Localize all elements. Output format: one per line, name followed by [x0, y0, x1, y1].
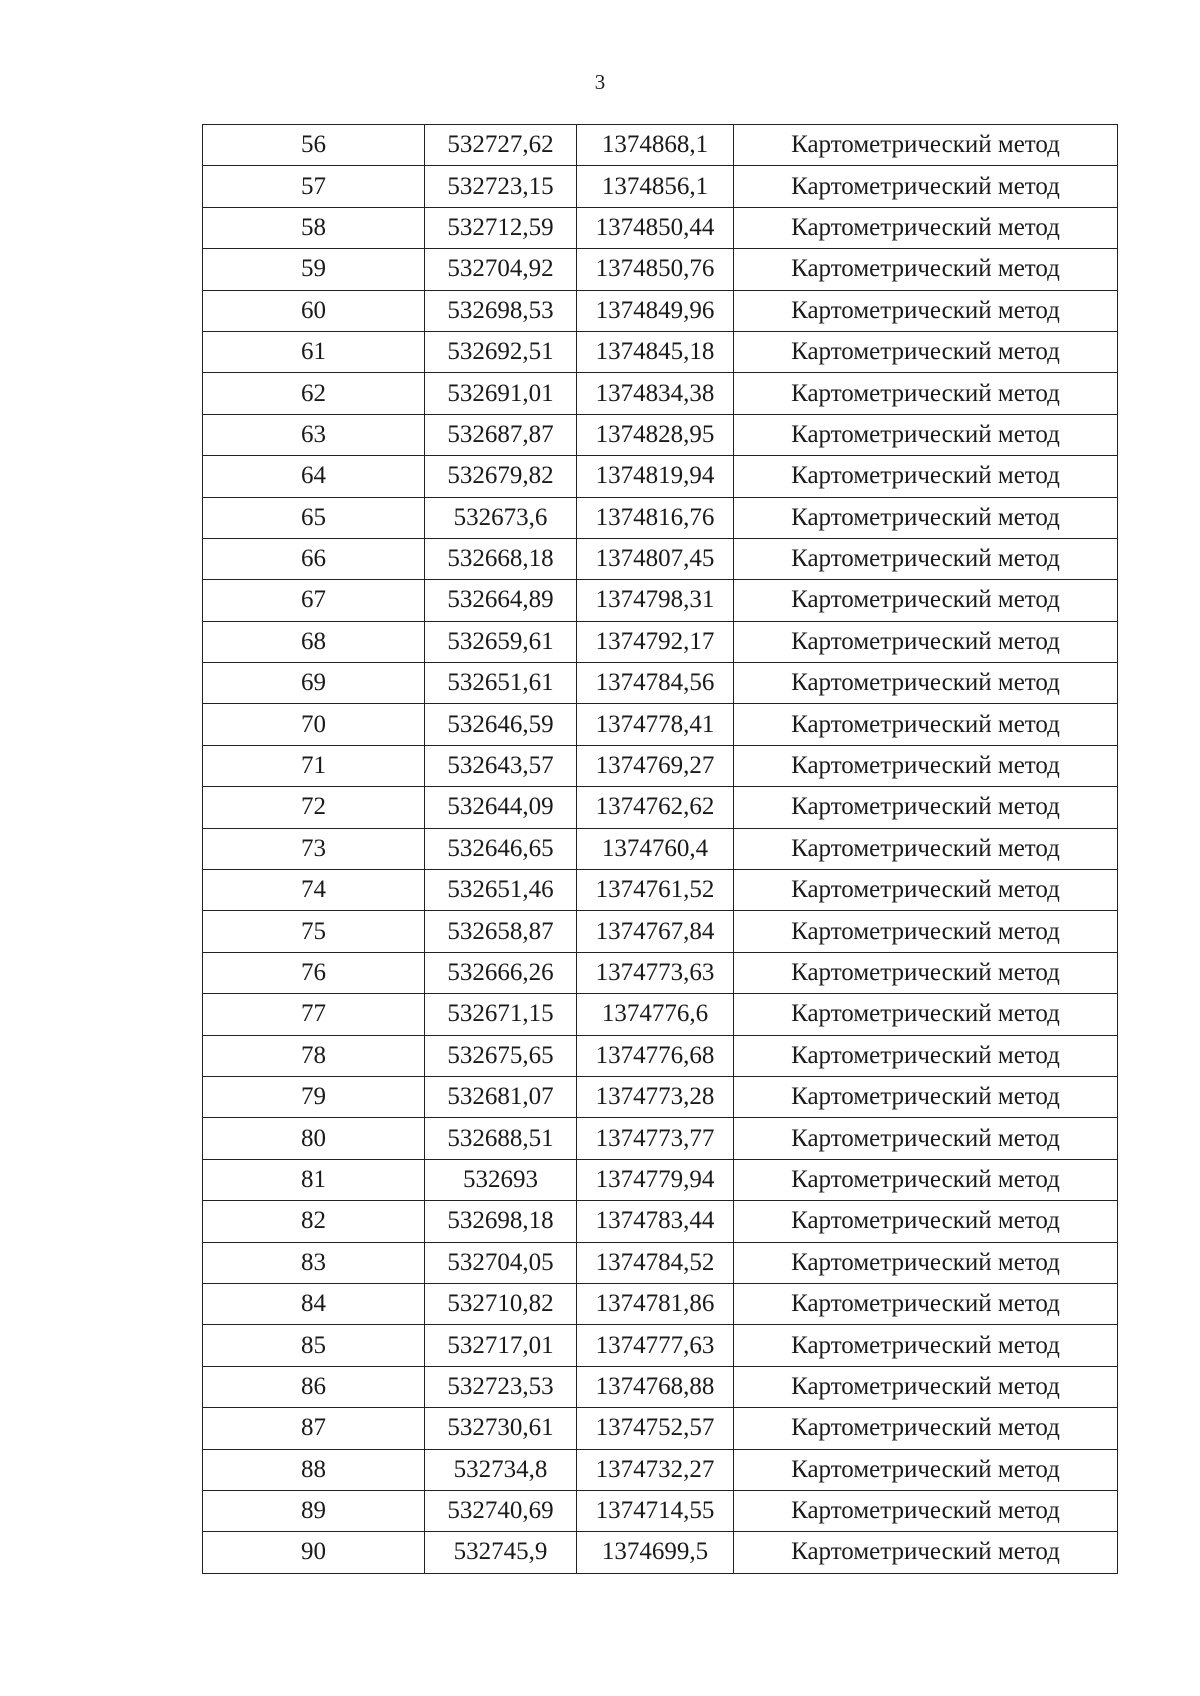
- y-coordinate-cell: 1374732,27: [577, 1449, 734, 1490]
- table-row: [203, 1035, 1118, 1076]
- x-coordinate-cell: 532712,59: [425, 207, 577, 248]
- x-coordinate-cell: 532698,53: [425, 290, 577, 331]
- x-coordinate-cell: 532644,09: [425, 787, 577, 828]
- point-number-cell: 80: [203, 1118, 425, 1159]
- method-cell: Картометрический метод: [734, 290, 1118, 331]
- point-number-cell: 59: [203, 249, 425, 290]
- y-coordinate-cell: 1374776,68: [577, 1035, 734, 1076]
- point-number-cell: 64: [203, 456, 425, 497]
- x-coordinate-cell: 532643,57: [425, 745, 577, 786]
- point-number-cell: 69: [203, 663, 425, 704]
- table-row: [203, 1366, 1118, 1407]
- table-row: [203, 1242, 1118, 1283]
- x-coordinate-cell: 532710,82: [425, 1283, 577, 1324]
- x-coordinate-cell: 532727,62: [425, 125, 577, 166]
- method-cell: Картометрический метод: [734, 1325, 1118, 1366]
- table-row: [203, 704, 1118, 745]
- point-number-cell: 72: [203, 787, 425, 828]
- method-cell: Картометрический метод: [734, 1283, 1118, 1324]
- table-row: [203, 1076, 1118, 1117]
- method-cell: Картометрический метод: [734, 207, 1118, 248]
- table-row: [203, 1159, 1118, 1200]
- x-coordinate-cell: 532671,15: [425, 994, 577, 1035]
- point-number-cell: 66: [203, 538, 425, 579]
- method-cell: Картометрический метод: [734, 125, 1118, 166]
- point-number-cell: 90: [203, 1532, 425, 1573]
- point-number-cell: 74: [203, 870, 425, 911]
- x-coordinate-cell: 532730,61: [425, 1408, 577, 1449]
- point-number-cell: 61: [203, 331, 425, 372]
- y-coordinate-cell: 1374779,94: [577, 1159, 734, 1200]
- x-coordinate-cell: 532668,18: [425, 538, 577, 579]
- point-number-cell: 85: [203, 1325, 425, 1366]
- point-number-cell: 68: [203, 621, 425, 662]
- table-row: [203, 1532, 1118, 1573]
- point-number-cell: 79: [203, 1076, 425, 1117]
- point-number-cell: 57: [203, 166, 425, 207]
- y-coordinate-cell: 1374761,52: [577, 870, 734, 911]
- x-coordinate-cell: 532651,61: [425, 663, 577, 704]
- table-row: [203, 911, 1118, 952]
- method-cell: Картометрический метод: [734, 1118, 1118, 1159]
- table-row: [203, 745, 1118, 786]
- x-coordinate-cell: 532664,89: [425, 580, 577, 621]
- y-coordinate-cell: 1374850,44: [577, 207, 734, 248]
- method-cell: Картометрический метод: [734, 1408, 1118, 1449]
- table-row: [203, 373, 1118, 414]
- y-coordinate-cell: 1374762,62: [577, 787, 734, 828]
- coordinates-table: [202, 124, 1118, 1574]
- x-coordinate-cell: 532651,46: [425, 870, 577, 911]
- point-number-cell: 78: [203, 1035, 425, 1076]
- point-number-cell: 63: [203, 414, 425, 455]
- y-coordinate-cell: 1374760,4: [577, 828, 734, 869]
- x-coordinate-cell: 532698,18: [425, 1201, 577, 1242]
- table-row: [203, 166, 1118, 207]
- method-cell: Картометрический метод: [734, 911, 1118, 952]
- table-row: [203, 994, 1118, 1035]
- method-cell: Картометрический метод: [734, 787, 1118, 828]
- x-coordinate-cell: 532692,51: [425, 331, 577, 372]
- y-coordinate-cell: 1374699,5: [577, 1532, 734, 1573]
- method-cell: Картометрический метод: [734, 1201, 1118, 1242]
- x-coordinate-cell: 532646,65: [425, 828, 577, 869]
- y-coordinate-cell: 1374783,44: [577, 1201, 734, 1242]
- method-cell: Картометрический метод: [734, 621, 1118, 662]
- point-number-cell: 60: [203, 290, 425, 331]
- point-number-cell: 81: [203, 1159, 425, 1200]
- table-row: [203, 414, 1118, 455]
- y-coordinate-cell: 1374784,52: [577, 1242, 734, 1283]
- x-coordinate-cell: 532717,01: [425, 1325, 577, 1366]
- x-coordinate-cell: 532675,65: [425, 1035, 577, 1076]
- x-coordinate-cell: 532691,01: [425, 373, 577, 414]
- x-coordinate-cell: 532658,87: [425, 911, 577, 952]
- x-coordinate-cell: 532646,59: [425, 704, 577, 745]
- point-number-cell: 65: [203, 497, 425, 538]
- method-cell: Картометрический метод: [734, 166, 1118, 207]
- y-coordinate-cell: 1374776,6: [577, 994, 734, 1035]
- x-coordinate-cell: 532745,9: [425, 1532, 577, 1573]
- method-cell: Картометрический метод: [734, 414, 1118, 455]
- table-row: [203, 870, 1118, 911]
- y-coordinate-cell: 1374773,28: [577, 1076, 734, 1117]
- x-coordinate-cell: 532704,05: [425, 1242, 577, 1283]
- table-row: [203, 1283, 1118, 1324]
- method-cell: Картометрический метод: [734, 994, 1118, 1035]
- method-cell: Картометрический метод: [734, 1490, 1118, 1531]
- y-coordinate-cell: 1374834,38: [577, 373, 734, 414]
- y-coordinate-cell: 1374850,76: [577, 249, 734, 290]
- table-row: [203, 538, 1118, 579]
- page-number: 3: [594, 70, 606, 94]
- table-row: [203, 331, 1118, 372]
- table-row: [203, 663, 1118, 704]
- method-cell: Картометрический метод: [734, 952, 1118, 993]
- method-cell: Картометрический метод: [734, 1242, 1118, 1283]
- method-cell: Картометрический метод: [734, 663, 1118, 704]
- point-number-cell: 67: [203, 580, 425, 621]
- x-coordinate-cell: 532666,26: [425, 952, 577, 993]
- table-body: [203, 125, 1118, 1574]
- point-number-cell: 82: [203, 1201, 425, 1242]
- y-coordinate-cell: 1374773,63: [577, 952, 734, 993]
- table-row: [203, 1408, 1118, 1449]
- x-coordinate-cell: 532723,15: [425, 166, 577, 207]
- table-row: [203, 1449, 1118, 1490]
- y-coordinate-cell: 1374828,95: [577, 414, 734, 455]
- point-number-cell: 75: [203, 911, 425, 952]
- y-coordinate-cell: 1374816,76: [577, 497, 734, 538]
- method-cell: Картометрический метод: [734, 1035, 1118, 1076]
- x-coordinate-cell: 532688,51: [425, 1118, 577, 1159]
- point-number-cell: 62: [203, 373, 425, 414]
- method-cell: Картометрический метод: [734, 828, 1118, 869]
- table-row: [203, 207, 1118, 248]
- y-coordinate-cell: 1374792,17: [577, 621, 734, 662]
- method-cell: Картометрический метод: [734, 704, 1118, 745]
- table-row: [203, 290, 1118, 331]
- y-coordinate-cell: 1374777,63: [577, 1325, 734, 1366]
- x-coordinate-cell: 532704,92: [425, 249, 577, 290]
- table-row: [203, 125, 1118, 166]
- x-coordinate-cell: 532673,6: [425, 497, 577, 538]
- method-cell: Картометрический метод: [734, 1449, 1118, 1490]
- x-coordinate-cell: 532734,8: [425, 1449, 577, 1490]
- y-coordinate-cell: 1374849,96: [577, 290, 734, 331]
- table-row: [203, 621, 1118, 662]
- y-coordinate-cell: 1374714,55: [577, 1490, 734, 1531]
- table-row: [203, 787, 1118, 828]
- point-number-cell: 76: [203, 952, 425, 993]
- table-row: [203, 580, 1118, 621]
- x-coordinate-cell: 532723,53: [425, 1366, 577, 1407]
- y-coordinate-cell: 1374856,1: [577, 166, 734, 207]
- method-cell: Картометрический метод: [734, 1076, 1118, 1117]
- table-row: [203, 1490, 1118, 1531]
- x-coordinate-cell: 532679,82: [425, 456, 577, 497]
- x-coordinate-cell: 532659,61: [425, 621, 577, 662]
- method-cell: Картометрический метод: [734, 1532, 1118, 1573]
- y-coordinate-cell: 1374767,84: [577, 911, 734, 952]
- y-coordinate-cell: 1374798,31: [577, 580, 734, 621]
- y-coordinate-cell: 1374752,57: [577, 1408, 734, 1449]
- x-coordinate-cell: 532740,69: [425, 1490, 577, 1531]
- table-row: [203, 1118, 1118, 1159]
- table-row: [203, 249, 1118, 290]
- y-coordinate-cell: 1374778,41: [577, 704, 734, 745]
- y-coordinate-cell: 1374845,18: [577, 331, 734, 372]
- point-number-cell: 89: [203, 1490, 425, 1531]
- method-cell: Картометрический метод: [734, 331, 1118, 372]
- point-number-cell: 87: [203, 1408, 425, 1449]
- y-coordinate-cell: 1374781,86: [577, 1283, 734, 1324]
- table-row: [203, 952, 1118, 993]
- point-number-cell: 73: [203, 828, 425, 869]
- point-number-cell: 77: [203, 994, 425, 1035]
- x-coordinate-cell: 532693: [425, 1159, 577, 1200]
- table-row: [203, 456, 1118, 497]
- y-coordinate-cell: 1374773,77: [577, 1118, 734, 1159]
- method-cell: Картометрический метод: [734, 538, 1118, 579]
- y-coordinate-cell: 1374768,88: [577, 1366, 734, 1407]
- table-row: [203, 497, 1118, 538]
- method-cell: Картометрический метод: [734, 870, 1118, 911]
- method-cell: Картометрический метод: [734, 497, 1118, 538]
- x-coordinate-cell: 532687,87: [425, 414, 577, 455]
- method-cell: Картометрический метод: [734, 249, 1118, 290]
- point-number-cell: 56: [203, 125, 425, 166]
- method-cell: Картометрический метод: [734, 456, 1118, 497]
- method-cell: Картометрический метод: [734, 580, 1118, 621]
- point-number-cell: 83: [203, 1242, 425, 1283]
- x-coordinate-cell: 532681,07: [425, 1076, 577, 1117]
- method-cell: Картометрический метод: [734, 373, 1118, 414]
- point-number-cell: 86: [203, 1366, 425, 1407]
- point-number-cell: 58: [203, 207, 425, 248]
- table-row: [203, 1201, 1118, 1242]
- method-cell: Картометрический метод: [734, 1159, 1118, 1200]
- point-number-cell: 71: [203, 745, 425, 786]
- table-row: [203, 1325, 1118, 1366]
- y-coordinate-cell: 1374807,45: [577, 538, 734, 579]
- point-number-cell: 70: [203, 704, 425, 745]
- y-coordinate-cell: 1374819,94: [577, 456, 734, 497]
- table-row: [203, 828, 1118, 869]
- y-coordinate-cell: 1374784,56: [577, 663, 734, 704]
- method-cell: Картометрический метод: [734, 745, 1118, 786]
- method-cell: Картометрический метод: [734, 1366, 1118, 1407]
- point-number-cell: 84: [203, 1283, 425, 1324]
- y-coordinate-cell: 1374769,27: [577, 745, 734, 786]
- y-coordinate-cell: 1374868,1: [577, 125, 734, 166]
- point-number-cell: 88: [203, 1449, 425, 1490]
